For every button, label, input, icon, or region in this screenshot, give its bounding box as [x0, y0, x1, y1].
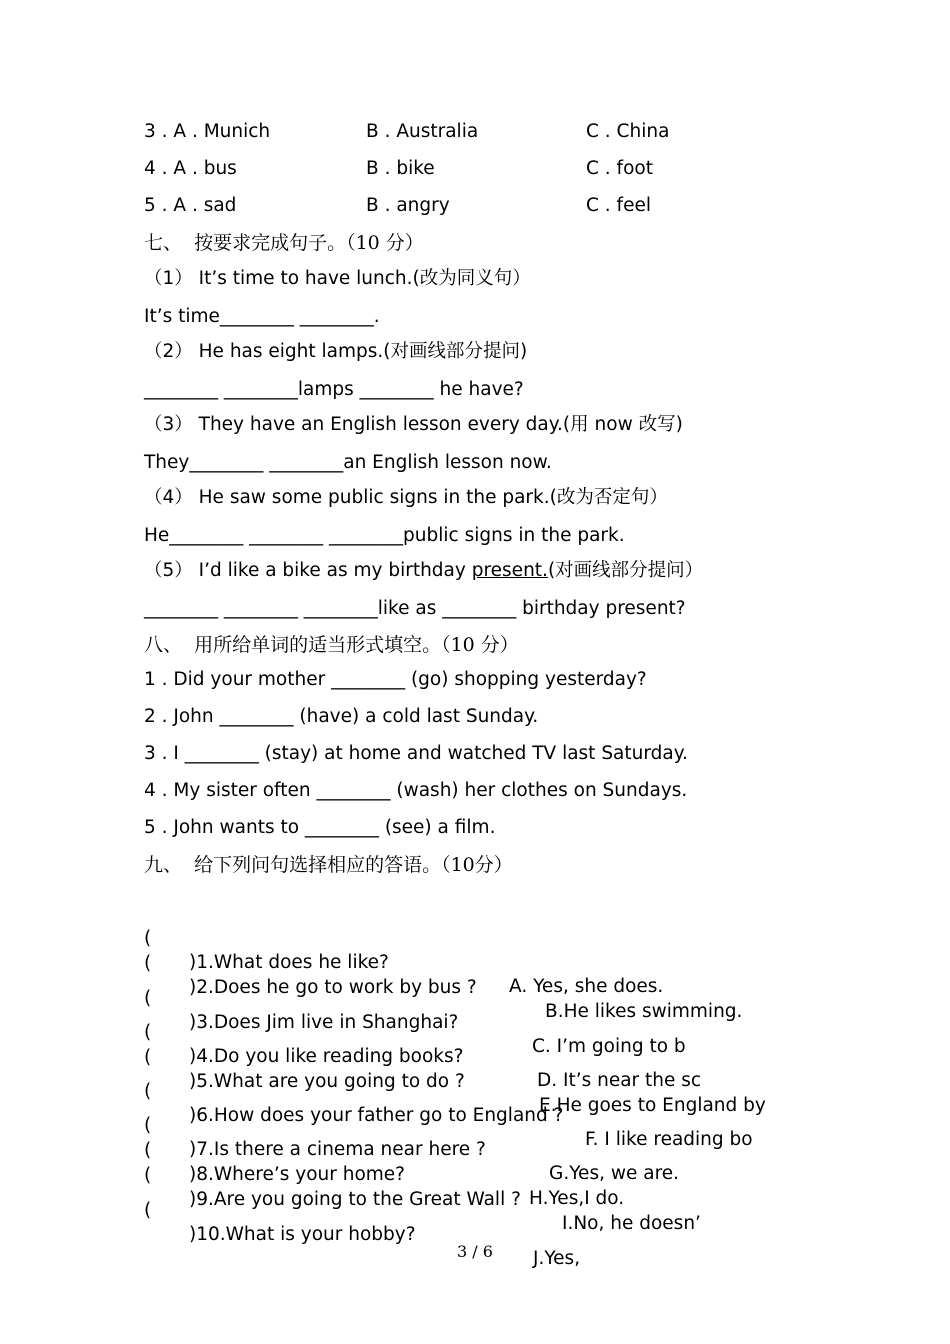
section-8-item-4: 4 . My sister often ________ (wash) her clothes on Sundays. — [144, 780, 688, 801]
underlined-word: present. — [471, 560, 548, 581]
choice-option-a: 4 . A . bus — [144, 158, 237, 179]
section-7-answer-4: He________ ________ ________public signs in the park. — [144, 525, 625, 546]
choice-option-a: 5 . A . sad — [144, 195, 237, 216]
section-7-prompt-2: （2） He has eight lamps.(对画线部分提问) — [144, 341, 528, 362]
section-7-prompt-5: （5） I’d like a bike as my birthday present.(对画线部分提问） — [144, 560, 704, 581]
section-9-heading: 九、 给下列问句选择相应的答语。（10分） — [144, 854, 513, 876]
section-7-answer-2: ________ ________lamps ________ he have? — [144, 379, 524, 400]
choice-option-c: C . foot — [586, 158, 653, 179]
match-row-6: ( )6.How does your father go to England ? F. I like reading bo — [144, 1081, 753, 1150]
section-7-answer-1: It’s time________ ________. — [144, 306, 380, 327]
match-row-10: ( )10.What is your hobby? J.Yes, — [144, 1200, 581, 1269]
section-7-prompt-1: （1） It’s time to have lunch.(改为同义句） — [144, 268, 531, 289]
choice-option-a: 3 . A . Munich — [144, 121, 271, 142]
match-row-3: ( )3.Does Jim live in Shanghai? C. I’m going to b — [144, 988, 686, 1057]
section-7-prompt-4: （4） He saw some public signs in the park.(改为否定句） — [144, 487, 668, 508]
section-7-answer-5: ________ ________ ________like as ________ birthday present? — [144, 598, 686, 619]
section-7-heading: 七、 按要求完成句子。（10 分） — [144, 232, 424, 254]
section-8-item-2: 2 . John ________ (have) a cold last Sunday. — [144, 706, 539, 727]
choice-option-b: B . Australia — [366, 121, 479, 142]
choice-option-b: B . angry — [366, 195, 450, 216]
section-8-item-3: 3 . I ________ (stay) at home and watched TV last Saturday. — [144, 743, 688, 764]
section-8-heading: 八、 用所给单词的适当形式填空。（10 分） — [144, 634, 519, 656]
match-row-7: ( )7.Is there a cinema near here ? G.Yes, we are. — [144, 1115, 680, 1184]
match-row-5: ( )5.What are you going to do ? E.He goes to England by — [144, 1047, 766, 1116]
match-row-8: ( )8.Where’s your home? H.Yes,I do. — [144, 1140, 625, 1209]
page-number: 3 / 6 — [457, 1242, 493, 1261]
section-8-item-1: 1 . Did your mother ________ (go) shopping yesterday? — [144, 669, 647, 690]
section-7-prompt-3: （3） They have an English lesson every day.(用 now 改写) — [144, 414, 683, 435]
section-8-item-5: 5 . John wants to ________ (see) a film. — [144, 817, 496, 838]
match-row-2: ( )2.Does he go to work by bus ? B.He likes swimming. — [144, 953, 743, 1022]
match-row-4: ( )4.Do you like reading books? D. It’s near the sc — [144, 1022, 702, 1091]
choice-option-c: C . feel — [586, 195, 651, 216]
match-row-1: ( )1.What does he like? A. Yes, she does. — [144, 928, 664, 997]
choice-option-c: C . China — [586, 121, 670, 142]
section-7-answer-3: They________ ________an English lesson now. — [144, 452, 552, 473]
match-row-9: ( )9.Are you going to the Great Wall ? I.No, he doesn’ — [144, 1165, 701, 1234]
choice-option-b: B . bike — [366, 158, 435, 179]
